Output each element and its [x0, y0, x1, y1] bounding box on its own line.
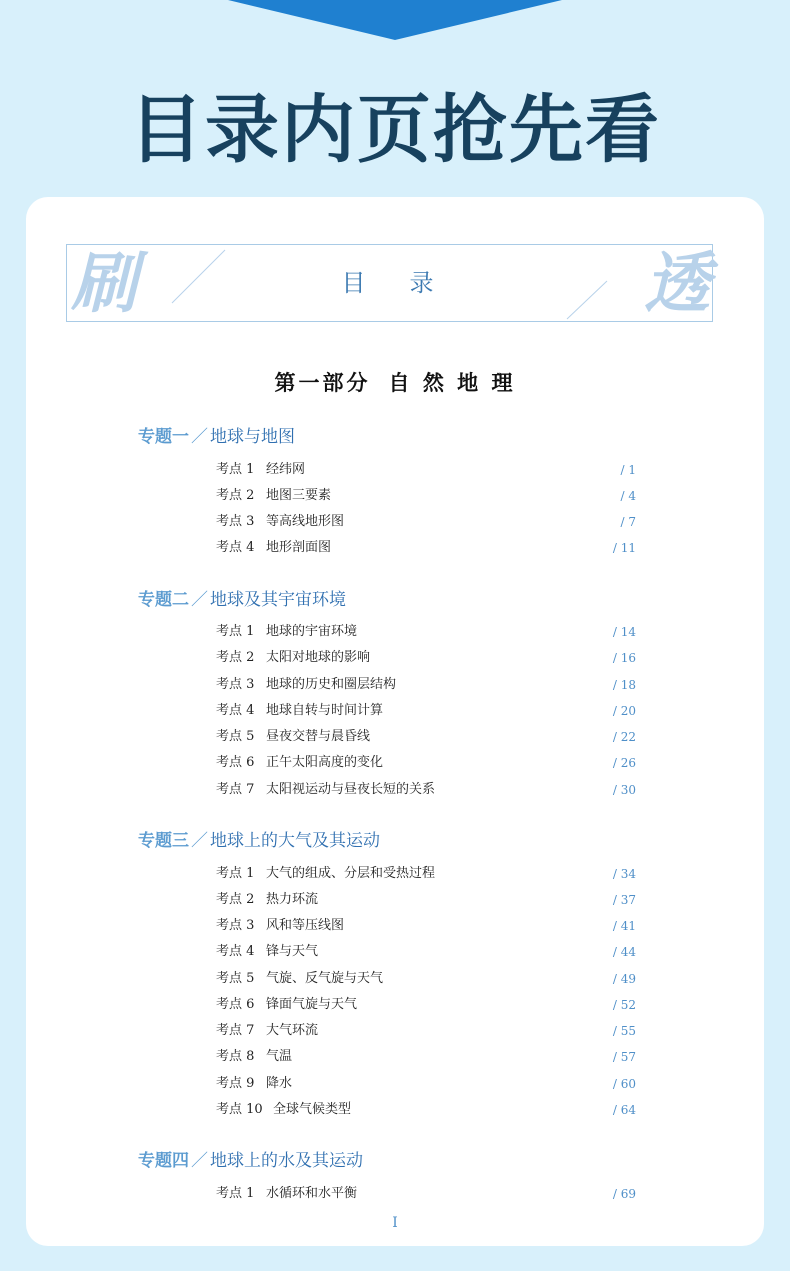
- toc-entry[interactable]: [216, 622, 636, 642]
- entry-code: 考点 3: [216, 677, 255, 692]
- deco-character-left: 刷: [71, 244, 137, 322]
- entry-page: / 11: [612, 541, 636, 555]
- entry-title: 气旋、反气旋与天气: [266, 971, 384, 986]
- entry-page: / 7: [620, 515, 636, 529]
- topic-heading: [138, 829, 380, 853]
- slash-separator-icon: ／: [191, 1151, 208, 1171]
- top-chevron-decoration: [0, 0, 790, 45]
- toc-entry[interactable]: [216, 701, 636, 721]
- entry-page: / 64: [612, 1103, 636, 1117]
- deco-character-right: 透: [644, 244, 710, 322]
- entry-page: / 37: [612, 893, 636, 907]
- topic-number: 专题一: [138, 427, 189, 447]
- part-heading: [26, 367, 764, 397]
- toc-entry[interactable]: [216, 538, 636, 558]
- entry-title: 降水: [266, 1076, 293, 1091]
- toc-banner: [66, 244, 713, 322]
- entry-code: 考点 7: [216, 1023, 255, 1038]
- entry-title: 太阳视运动与昼夜长短的关系: [266, 782, 436, 797]
- entry-title: 大气的组成、分层和受热过程: [266, 866, 436, 881]
- toc-entry[interactable]: [216, 916, 636, 936]
- entry-code: 考点 4: [216, 540, 255, 555]
- toc-entry[interactable]: [216, 780, 636, 800]
- entry-code: 考点 3: [216, 918, 255, 933]
- toc-title-char-1: 目: [341, 269, 370, 297]
- entry-page: / 20: [612, 704, 636, 718]
- entry-page: / 1: [620, 463, 636, 477]
- entry-page: / 60: [612, 1077, 636, 1091]
- toc-entry[interactable]: [216, 1047, 636, 1067]
- entry-title: 等高线地形图: [266, 514, 345, 529]
- topic-name: 地球及其宇宙环境: [210, 590, 346, 610]
- entry-page: / 69: [612, 1187, 636, 1201]
- toc-title: [67, 245, 712, 321]
- entry-title: 地图三要素: [266, 488, 332, 503]
- entry-title: 经纬网: [266, 462, 306, 477]
- entry-title: 昼夜交替与晨昏线: [266, 729, 371, 744]
- entry-title: 锋与天气: [266, 944, 319, 959]
- entry-code: 考点 5: [216, 971, 255, 986]
- part-name: 自 然 地 理: [388, 370, 516, 395]
- entry-code: 考点 2: [216, 892, 255, 907]
- entry-code: 考点 10: [216, 1102, 263, 1117]
- toc-entry[interactable]: [216, 1184, 636, 1204]
- topic-heading: [138, 588, 346, 612]
- entry-code: 考点 1: [216, 866, 255, 881]
- topic-name: 地球上的水及其运动: [210, 1151, 363, 1171]
- entry-title: 地球的宇宙环境: [266, 624, 358, 639]
- entry-page: / 34: [612, 867, 636, 881]
- entry-page: / 4: [620, 489, 636, 503]
- toc-entry[interactable]: [216, 1021, 636, 1041]
- entry-code: 考点 4: [216, 944, 255, 959]
- entry-code: 考点 6: [216, 997, 255, 1012]
- entry-title: 锋面气旋与天气: [266, 997, 358, 1012]
- entry-code: 考点 6: [216, 755, 255, 770]
- entry-title: 地形剖面图: [266, 540, 332, 555]
- entry-title: 气温: [266, 1049, 293, 1064]
- entry-title: 地球的历史和圈层结构: [266, 677, 397, 692]
- toc-entry[interactable]: [216, 1100, 636, 1120]
- entry-page: / 22: [612, 730, 636, 744]
- slash-separator-icon: ／: [191, 427, 208, 447]
- entry-code: 考点 8: [216, 1049, 255, 1064]
- entry-title: 地球自转与时间计算: [266, 703, 384, 718]
- toc-entry[interactable]: [216, 864, 636, 884]
- entry-page: / 41: [612, 919, 636, 933]
- part-label: 第一部分: [274, 370, 371, 395]
- toc-entry[interactable]: [216, 753, 636, 773]
- entry-title: 风和等压线图: [266, 918, 345, 933]
- toc-entry[interactable]: [216, 675, 636, 695]
- entry-page: / 57: [612, 1050, 636, 1064]
- entry-title: 热力环流: [266, 892, 319, 907]
- topic-heading: [138, 1149, 363, 1173]
- toc-entry[interactable]: [216, 1074, 636, 1094]
- entry-page: / 49: [612, 972, 636, 986]
- topic-number: 专题三: [138, 831, 189, 851]
- entry-page: / 55: [612, 1024, 636, 1038]
- topic-number: 专题二: [138, 590, 189, 610]
- entry-page: / 14: [612, 625, 636, 639]
- entry-code: 考点 3: [216, 514, 255, 529]
- toc-entry[interactable]: [216, 890, 636, 910]
- entry-code: 考点 4: [216, 703, 255, 718]
- topic-name: 地球与地图: [210, 427, 295, 447]
- entry-title: 全球气候类型: [273, 1102, 352, 1117]
- topic-name: 地球上的大气及其运动: [210, 831, 380, 851]
- entry-title: 大气环流: [266, 1023, 319, 1038]
- slash-separator-icon: ／: [191, 590, 208, 610]
- entry-page: / 26: [612, 756, 636, 770]
- toc-entry[interactable]: [216, 969, 636, 989]
- toc-entry[interactable]: [216, 942, 636, 962]
- entry-code: 考点 2: [216, 488, 255, 503]
- page-number: I: [392, 1215, 398, 1231]
- topic-number: 专题四: [138, 1151, 189, 1171]
- toc-entry[interactable]: [216, 486, 636, 506]
- entry-code: 考点 1: [216, 1186, 255, 1201]
- toc-page-card: [26, 197, 764, 1246]
- entry-page: / 44: [612, 945, 636, 959]
- entry-page: / 30: [612, 783, 636, 797]
- entry-page: / 16: [612, 651, 636, 665]
- toc-title-char-2: 录: [409, 269, 438, 297]
- page-title: 目录内页抢先看: [129, 87, 661, 173]
- entry-code: 考点 7: [216, 782, 255, 797]
- toc-entry[interactable]: [216, 460, 636, 480]
- entry-code: 考点 1: [216, 624, 255, 639]
- entry-code: 考点 2: [216, 650, 255, 665]
- toc-entry[interactable]: [216, 648, 636, 668]
- entry-code: 考点 9: [216, 1076, 255, 1091]
- entry-code: 考点 5: [216, 729, 255, 744]
- entry-title: 正午太阳高度的变化: [266, 755, 384, 770]
- entry-title: 太阳对地球的影响: [266, 650, 371, 665]
- toc-entry[interactable]: [216, 995, 636, 1015]
- entry-page: / 18: [612, 678, 636, 692]
- entry-code: 考点 1: [216, 462, 255, 477]
- topic-heading: [138, 425, 295, 449]
- entry-title: 水循环和水平衡: [266, 1186, 358, 1201]
- entry-page: / 52: [612, 998, 636, 1012]
- toc-entry[interactable]: [216, 512, 636, 532]
- toc-entry[interactable]: [216, 727, 636, 747]
- slash-separator-icon: ／: [191, 831, 208, 851]
